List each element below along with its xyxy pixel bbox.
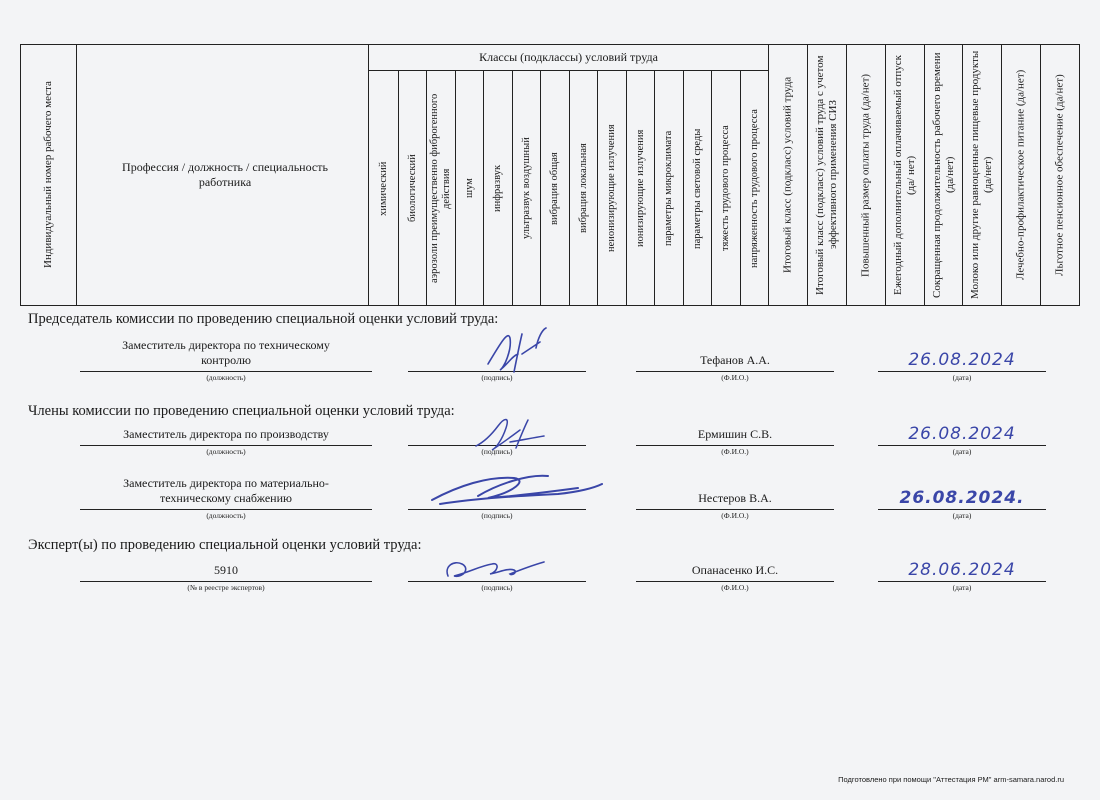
result-column-header: Итоговый класс (подкласс) условий труда [781, 76, 794, 274]
expert-signature-field: (подпись) [408, 562, 586, 582]
chairman-position-field [80, 336, 372, 382]
member-1-signature-field: (подпись) [408, 424, 586, 446]
class-factor-header: ультразвук воздушный [521, 137, 532, 240]
class-factor-header: напряженность трудового процесса [749, 109, 760, 268]
result-column-header: Повышенный размер оплаты труда (да/нет) [859, 73, 872, 277]
member-1-date: 26.08.2024 [908, 424, 1016, 444]
caption-signature: (подпись) [481, 373, 513, 382]
col-workplace-number: Индивидуальный номер рабочего места [42, 81, 54, 269]
class-factor-header: инфразвук [492, 164, 503, 213]
class-factor-header: неионизирующие излучения [606, 124, 617, 253]
member-2-position: Заместитель директора по материально-техническому снабжению [123, 476, 329, 505]
members-section-title: Члены комиссии по проведению специальной оценки условий труда: [28, 403, 455, 419]
chairman-section-title: Председатель комиссии по проведению специальной оценки условий труда: [28, 311, 499, 327]
footer-note: Подготовлено при помощи "Аттестация РМ" arm-samara.narod.ru [838, 775, 1064, 784]
class-factor-header: параметры световой среды [692, 128, 703, 249]
member-2-name-field: Нестеров В.А. (Ф.И.О.) [636, 472, 834, 510]
result-column-header: Молоко или другие равноценные пищевые продукты (да/нет) [969, 50, 994, 300]
chairman-signature-field [408, 336, 586, 382]
caption-name: (Ф.И.О.) [721, 373, 749, 382]
class-factor-header: вибрация общая [549, 152, 560, 225]
class-factor-header: ионизирующие излучения [635, 129, 646, 248]
expert-date-field: 28.06.2024 (дата) [878, 562, 1046, 582]
chairman-date-field [878, 336, 1046, 382]
member-1-name: Ермишин С.В. [697, 427, 773, 441]
class-factor-header: тяжесть трудового процесса [720, 125, 731, 252]
class-factor-header: шум [464, 178, 475, 199]
expert-section-title: Эксперт(ы) по проведению специальной оценки условий труда: [28, 537, 422, 553]
chairman-name: Тефанов А.А. [700, 353, 770, 367]
member-2-name: Нестеров В.А. [698, 491, 772, 505]
member-1-position-field: Заместитель директора по производству (должность) [80, 424, 372, 446]
result-column-header: Лечебно-профилактическое питание (да/нет) [1014, 69, 1027, 281]
result-column-header: Льготное пенсионное обеспечение (да/нет) [1053, 74, 1066, 276]
member-1-date-field: 26.08.2024 (дата) [878, 424, 1046, 446]
chairman-position: Заместитель директора по техническому контролю [122, 338, 330, 367]
class-factor-header: параметры микроклимата [663, 130, 674, 247]
result-column-header: Ежегодный дополнительный оплачиваемый отпуск (да/ нет) [892, 55, 917, 296]
caption-registry: (№ в реестре экспертов) [187, 583, 265, 592]
member-2-date: 26.08.2024. [899, 488, 1025, 508]
sout-results-table-header [20, 44, 1080, 306]
classes-group-header: Классы (подклассы) условий труда [479, 49, 658, 64]
member-1-position: Заместитель директора по производству [123, 427, 329, 441]
member-1-name-field: Ермишин С.В. (Ф.И.О.) [636, 424, 834, 446]
class-factor-header: биологический [407, 154, 418, 223]
class-factor-header: вибрация локальная [578, 143, 589, 234]
class-factor-header: аэрозоли преимущественно фиброгенного действия [429, 93, 452, 284]
col-profession: Профессия / должность / специальность работника [122, 160, 328, 189]
expert-name: Опанасенко И.С. [691, 563, 779, 577]
chairman-date: 26.08.2024 [908, 350, 1016, 370]
class-factor-header: химический [378, 161, 389, 216]
result-column-header: Итоговый класс (подкласс) условий труда с учетом эффективного применения СИЗ [814, 55, 839, 295]
caption-position: (должность) [206, 373, 246, 382]
expert-registry-field [80, 562, 372, 592]
member-2-signature-field: (подпись) [408, 472, 586, 510]
expert-date: 28.06.2024 [908, 560, 1016, 580]
caption-date: (дата) [952, 373, 972, 382]
chairman-name-field [636, 336, 834, 382]
result-column-header: Сокращенная продолжительность рабочего времени (да/нет) [931, 52, 956, 298]
expert-name-field: Опанасенко И.С. (Ф.И.О.) [636, 562, 834, 582]
member-2-date-field: 26.08.2024. (дата) [878, 472, 1046, 510]
expert-registry-number: 5910 [214, 563, 238, 577]
member-2-position-field: Заместитель директора по материально-техническому снабжению (должность) [80, 472, 372, 510]
